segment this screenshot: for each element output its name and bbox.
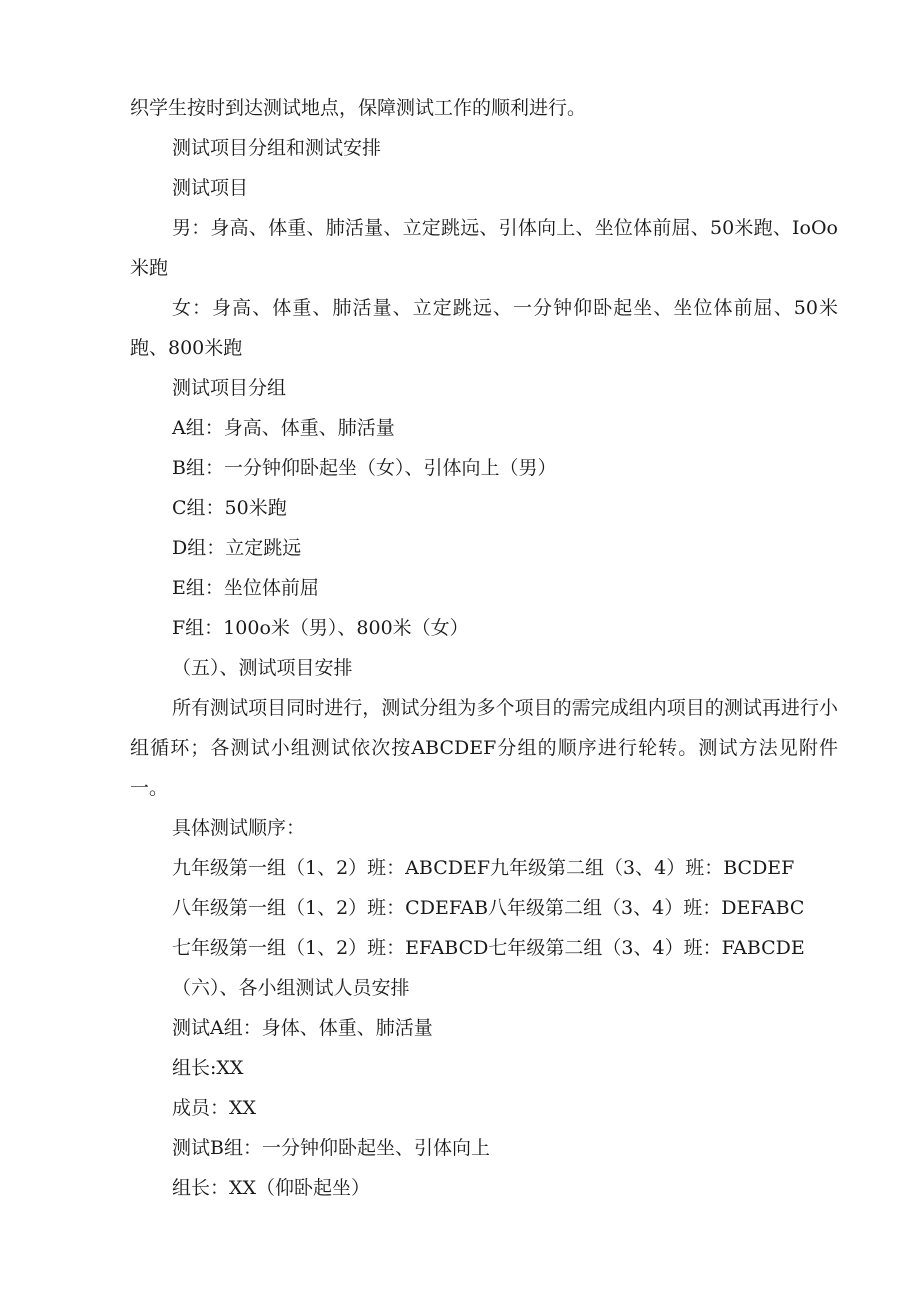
section-heading-grouping: 测试项目分组和测试安排 bbox=[172, 137, 382, 159]
group-a-members: 成员：XX bbox=[172, 1097, 257, 1119]
subheading-test-items: 测试项目 bbox=[172, 177, 249, 199]
section-heading-five: （五）、测试项目安排 bbox=[172, 657, 353, 679]
group-f-line: F组：100o米（男）、800米（女） bbox=[172, 617, 469, 639]
group-d-line: D组：立定跳远 bbox=[172, 537, 302, 559]
group-b-leader: 组长：XX（仰卧起坐） bbox=[172, 1177, 371, 1199]
male-test-items: 男：身高、体重、肺活量、立定跳远、引体向上、坐位体前屈、50米跑、IoOo米跑 bbox=[130, 217, 838, 279]
test-group-b-line: 测试B组：一分钟仰卧起坐、引体向上 bbox=[172, 1137, 490, 1159]
arrangement-paragraph: 所有测试项目同时进行，测试分组为多个项目的需完成组内项目的测试再进行小组循环；各测试小组测试依次按ABCDEF分组的顺序进行轮转。测试方法见附件一。 bbox=[130, 697, 838, 799]
group-e-line: E组：坐位体前屈 bbox=[172, 577, 319, 599]
subheading-item-groups: 测试项目分组 bbox=[172, 377, 287, 399]
test-group-a-line: 测试A组：身体、体重、肺活量 bbox=[172, 1017, 433, 1039]
section-heading-six: （六）、各小组测试人员安排 bbox=[172, 977, 410, 999]
group-c-line: C组：50米跑 bbox=[172, 497, 287, 519]
grade-nine-order: 九年级第一组（1、2）班：ABCDEF九年级第二组（3、4）班：BCDEF bbox=[172, 857, 795, 879]
group-b-line: B组：一分钟仰卧起坐（女）、引体向上（男） bbox=[172, 457, 557, 479]
subheading-test-order: 具体测试顺序： bbox=[172, 817, 306, 839]
female-test-items: 女：身高、体重、肺活量、立定跳远、一分钟仰卧起坐、坐位体前屈、50米跑、800米跑 bbox=[130, 297, 838, 359]
group-a-line: A组：身高、体重、肺活量 bbox=[172, 417, 395, 439]
grade-eight-order: 八年级第一组（1、2）班：CDEFAB八年级第二组（3、4）班：DEFABC bbox=[172, 897, 805, 919]
group-a-leader: 组长:XX bbox=[172, 1057, 244, 1079]
grade-seven-order: 七年级第一组（1、2）班：EFABCD七年级第二组（3、4）班：FABCDE bbox=[172, 937, 805, 959]
paragraph-continuation: 织学生按时到达测试地点，保障测试工作的顺利进行。 bbox=[130, 97, 587, 119]
